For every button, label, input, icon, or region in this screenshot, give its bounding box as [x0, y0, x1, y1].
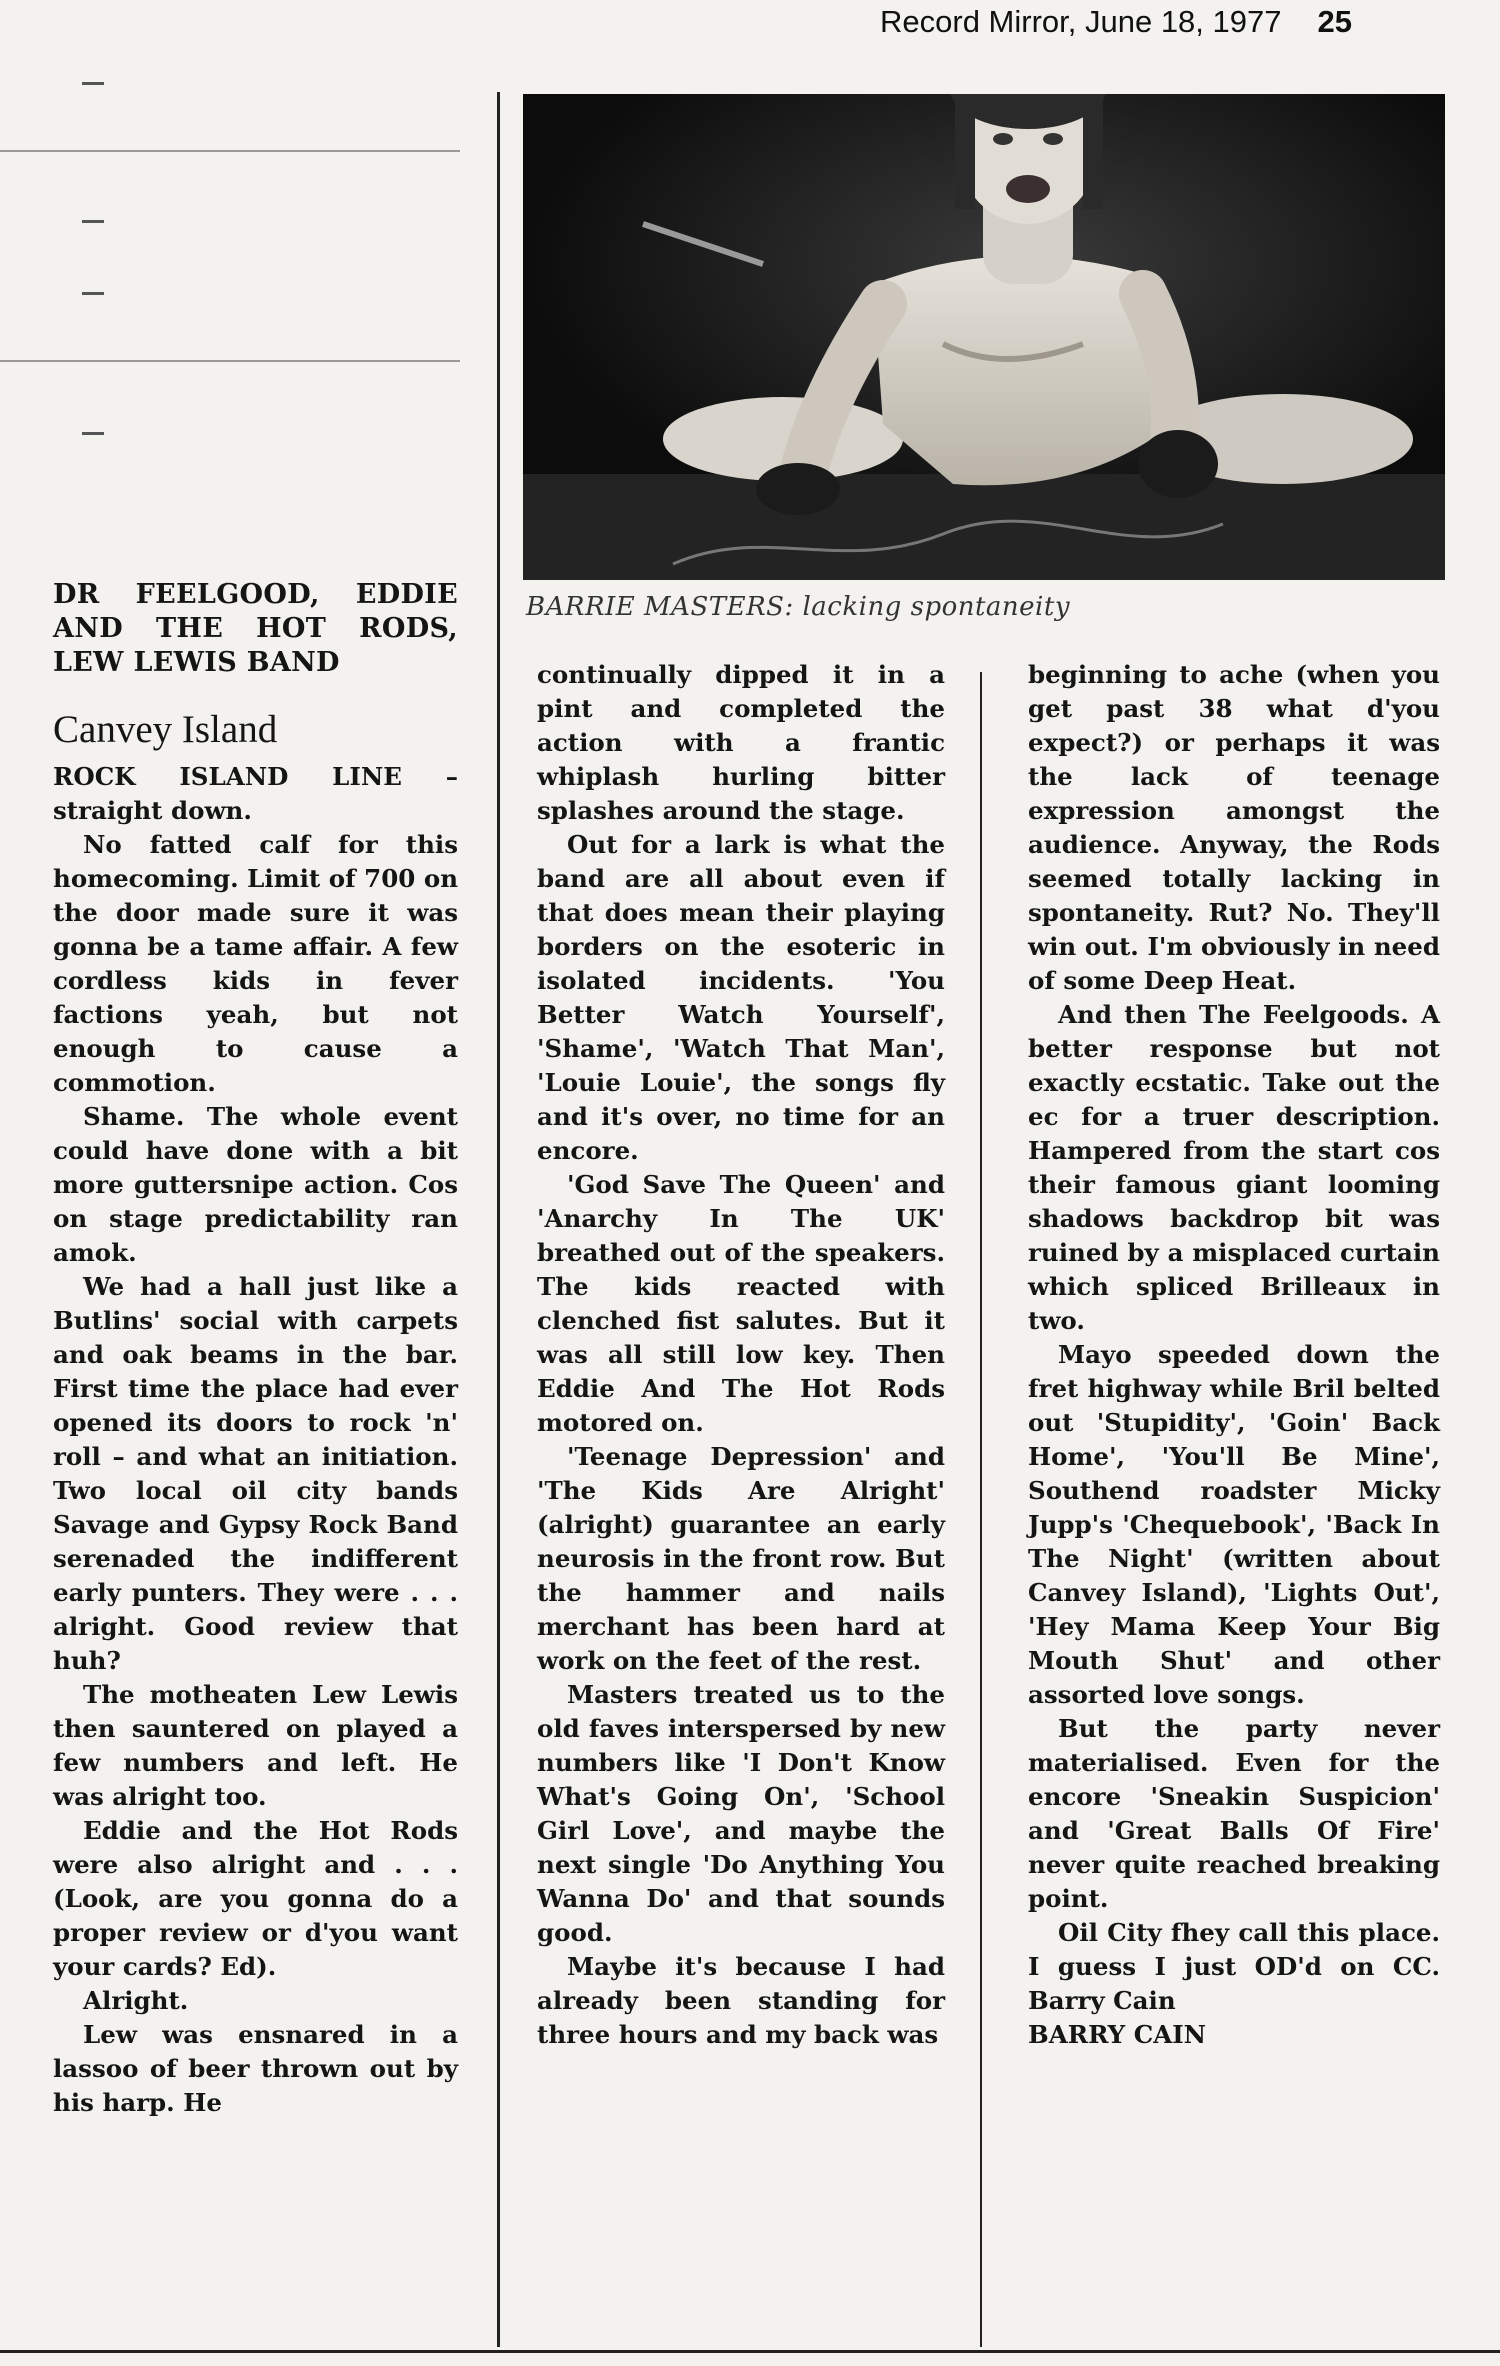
- faded-column-remnant: [0, 60, 470, 530]
- article-paragraph: Maybe it's because I had already been standing for three hours and my back was: [537, 1952, 945, 2049]
- article-paragraph: And then The Feelgoods. A better response but not exactly ecstatic. Take out the ec for a truer description. Hampered from the start cos their famous giant looming shadows backdrop bit was ruined by a misplaced curtain which spliced Brilleaux in two.: [1028, 1000, 1440, 1335]
- article-paragraph: But the party never materialised. Even for the encore 'Sneakin Suspicion' and 'Great Balls Of Fire' never quite reached breaking point.: [1028, 1714, 1440, 1913]
- article-paragraph: The motheaten Lew Lewis then sauntered on played a few numbers and left. He was alright too.: [53, 1680, 458, 1811]
- page-bottom-rule: [0, 2350, 1500, 2353]
- article-paragraph: beginning to ache (when you get past 38 what d'you expect?) or perhaps it was the lack of teenage expression amongst the audience. Anyway, the Rods seemed totally lacking in spontaneity. Rut? No. They'll win out. I'm obviously in need of some Deep Heat.: [1028, 660, 1440, 995]
- article-paragraph: Eddie and the Hot Rods were also alright and . . . (Look, are you gonna do a proper review or d'you want your cards? Ed).: [53, 1816, 458, 1981]
- photo-caption: BARRIE MASTERS: lacking spontaneity: [526, 592, 1071, 622]
- article-column-2: [537, 658, 945, 2052]
- performer-photo-graphic: [523, 94, 1445, 580]
- article-paragraph: Alright.: [83, 1986, 189, 2015]
- column-rule-left: [497, 92, 500, 2347]
- page-header: [880, 0, 1470, 44]
- article-paragraph: Oil City fhey call this place. I guess I just OD'd on CC. Barry Cain: [1028, 1918, 1440, 2015]
- article-venue: Canvey Island: [53, 708, 278, 751]
- article-paragraph: No fatted calf for this homecoming. Limit of 700 on the door made sure it was gonna be a tame affair. A few cordless kids in fever factions yeah, but not enough to cause a commotion.: [53, 830, 459, 1097]
- photo-barrie-masters: [523, 94, 1445, 580]
- article-paragraph: Shame. The whole event could have done with a bit more guttersnipe action. Cos on stage predictability ran amok.: [53, 1102, 458, 1267]
- publication-dateline: Record Mirror, June 18, 1977: [880, 4, 1282, 39]
- article-kicker: ROCK ISLAND LINE – straight down.: [53, 762, 458, 825]
- article-column-1: [53, 760, 458, 2120]
- article-paragraph: continually dipped it in a pint and completed the action with a frantic whiplash hurling bitter splashes around the stage.: [537, 660, 945, 825]
- article-paragraph: Masters treated us to the old faves interspersed by new numbers like 'I Don't Know What's Going On', 'School Girl Love', and maybe the next single 'Do Anything You Wanna Do' and that sounds good.: [537, 1680, 945, 1947]
- article-paragraph: Mayo speeded down the fret highway while Bril belted out 'Stupidity', 'Goin' Back Home', 'You'll Be Mine', Southend roadster Micky Jupp's 'Chequebook', 'Back In The Night' (written about Canvey Island), 'Lights Out', 'Hey Mama Keep Your Big Mouth Shut' and other assorted love songs.: [1028, 1340, 1440, 1709]
- article-byline: BARRY CAIN: [1028, 2020, 1207, 2049]
- column-rule-mid: [980, 672, 982, 2347]
- page-number: 25: [1317, 4, 1352, 39]
- article-paragraph: Out for a lark is what the band are all about even if that does mean their playing borders on the esoteric in isolated incidents. 'You Better Watch Yourself', 'Shame', 'Watch That Man', 'Louie Louie', the songs fly and it's over, no time for an encore.: [537, 830, 945, 1165]
- article-column-3: [1028, 658, 1440, 2052]
- article-paragraph: 'God Save The Queen' and 'Anarchy In The UK' breathed out of the speakers. The kids reacted with clenched fist salutes. But it was all still low key. Then Eddie And The Hot Rods motored on.: [537, 1170, 945, 1437]
- article-paragraph: 'Teenage Depression' and 'The Kids Are Alright' (alright) guarantee an early neurosis in the front row. But the hammer and nails merchant has been hard at work on the feet of the rest.: [537, 1442, 945, 1675]
- article-headline: DR FEELGOOD, EDDIE AND THE HOT RODS, LEW LEWIS BAND: [53, 579, 458, 678]
- article-paragraph: We had a hall just like a Butlins' social with carpets and oak beams in the bar. First time the place had ever opened its doors to rock 'n' roll – and what an initiation. Two local oil city bands Savage and Gypsy Rock Band serenaded the indifferent early punters. They were . . . alright. Good review that huh?: [53, 1272, 458, 1675]
- article-paragraph: Lew was ensnared in a lassoo of beer thrown out by his harp. He: [53, 2020, 458, 2117]
